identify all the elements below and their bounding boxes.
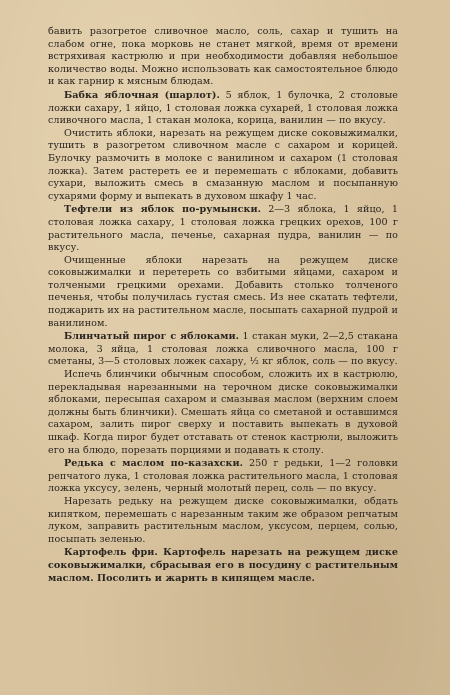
recipe-pancake-pie-method <box>48 369 398 457</box>
method-text: Очищенные яблоки нарезать на режущем диске соковыжималки и перетереть со взбитыми яйцами, сахаром и толчеными грецкими орехами. Добавить столько толченого печенья, чтобы получилась густая смесь. Из нее скатать тефтели, поджарить их на растительном масле, посыпать сахарной пудрой и ванилином. <box>48 254 398 329</box>
recipe-title: Бабка яблочная (шарлот). <box>64 89 220 101</box>
text-column <box>48 26 398 585</box>
recipe-apple-babka-header <box>48 90 398 128</box>
recipe-title: Блинчатый пирог с яблоками. <box>64 331 240 343</box>
method-text: Испечь блинчики обычным способом, сложить их в кастрюлю, перекладывая нарезанными на терочном диске соковыжималки яблоками, пересыпая сахаром и смазывая маслом (верхним слоем должны быть блинчики). Смешать яйца со сметаной и оставшимся сахаром, залить пирог сверху и поставить выпекать в духовой шкаф. Когда пирог будет отставать от стенок кастрюли, выложить его на блюдо, порезать порциями и подавать к столу. <box>48 369 398 456</box>
method-text: Очистить яблоки, нарезать на режущем диске соковыжималки, тушить в разогретом сливочном масле с сахаром и корицей. Булочку размочить в молоке с ванилином и сахаром (1 столовая ложка). Затем растереть ее и перемешать с яблоками, добавить сухари, выложить смесь в смазанную маслом и посыпанную сухарями форму и выпекать в духовом шкафу 1 час. <box>48 127 398 202</box>
recipe-apple-meatballs-header <box>48 204 398 254</box>
method-text: Нарезать редьку на режущем диске соковыжималки, обдать кипятком, перемешать с нарезанным таким же образом репчатым луком, заправить растительным маслом, уксусом, перцем, солью, посыпать зеленью. <box>48 495 398 545</box>
recipe-radish-header <box>48 458 398 496</box>
ingredients-text: 2—3 яблока, 1 яйцо, 1 столовая ложка сахару, 1 столовая ложка грецких орехов, 100 г растительного масла, печенье, сахарная пудра, ванилин — по вкусу. <box>48 204 398 254</box>
paragraph-carrot-end <box>48 26 398 89</box>
recipe-radish-method <box>48 496 398 546</box>
recipe-apple-meatballs-method <box>48 255 398 331</box>
ingredients-text: 250 г редьки, 1—2 головки репчатого лука, 1 столовая ложка растительного масла, 1 столовая ложка уксусу, зелень, черный молотый перец, соль — по вкусу. <box>48 458 398 495</box>
ingredients-text: 1 стакан муки, 2—2,5 стакана молока, 3 яйца, 1 столовая ложка сливочного масла, 100 г сметаны, 3—5 столовых ложек сахару, ½ кг яблок, соль — по вкусу. <box>48 331 399 368</box>
recipe-title: Редька с маслом по-казахски. <box>64 458 244 470</box>
recipe-title: Тефтели из яблок по-румынски. <box>64 204 261 216</box>
recipe-title: Картофель фри. <box>64 547 158 559</box>
ingredients-text: 5 яблок, 1 булочка, 2 столовые ложки сахару, 1 яйцо, 1 столовая ложка сухарей, 1 столовая ложка сливочного масла, 1 стакан молока, корица, ванилин — по вкусу. <box>48 89 398 127</box>
recipe-pancake-pie-header <box>48 331 398 369</box>
recipe-apple-babka-method <box>48 128 398 204</box>
paragraph-text: бавить разогретое сливочное масло, соль, сахар и тушить на слабом огне, пока морковь не станет мягкой, время от времени встряхивая кастрюлю и при необходимости добавляя небольшое количество воды. Можно использовать как самостоятельное блюдо и как гарнир к мясным блюдам. <box>48 26 398 88</box>
method-text: Картофель нарезать на режущем диске соковыжималки, сбрасывая его в посудину с растительным маслом. Посолить и жарить в кипящем масле. <box>48 547 398 584</box>
recipe-fries <box>48 547 398 585</box>
